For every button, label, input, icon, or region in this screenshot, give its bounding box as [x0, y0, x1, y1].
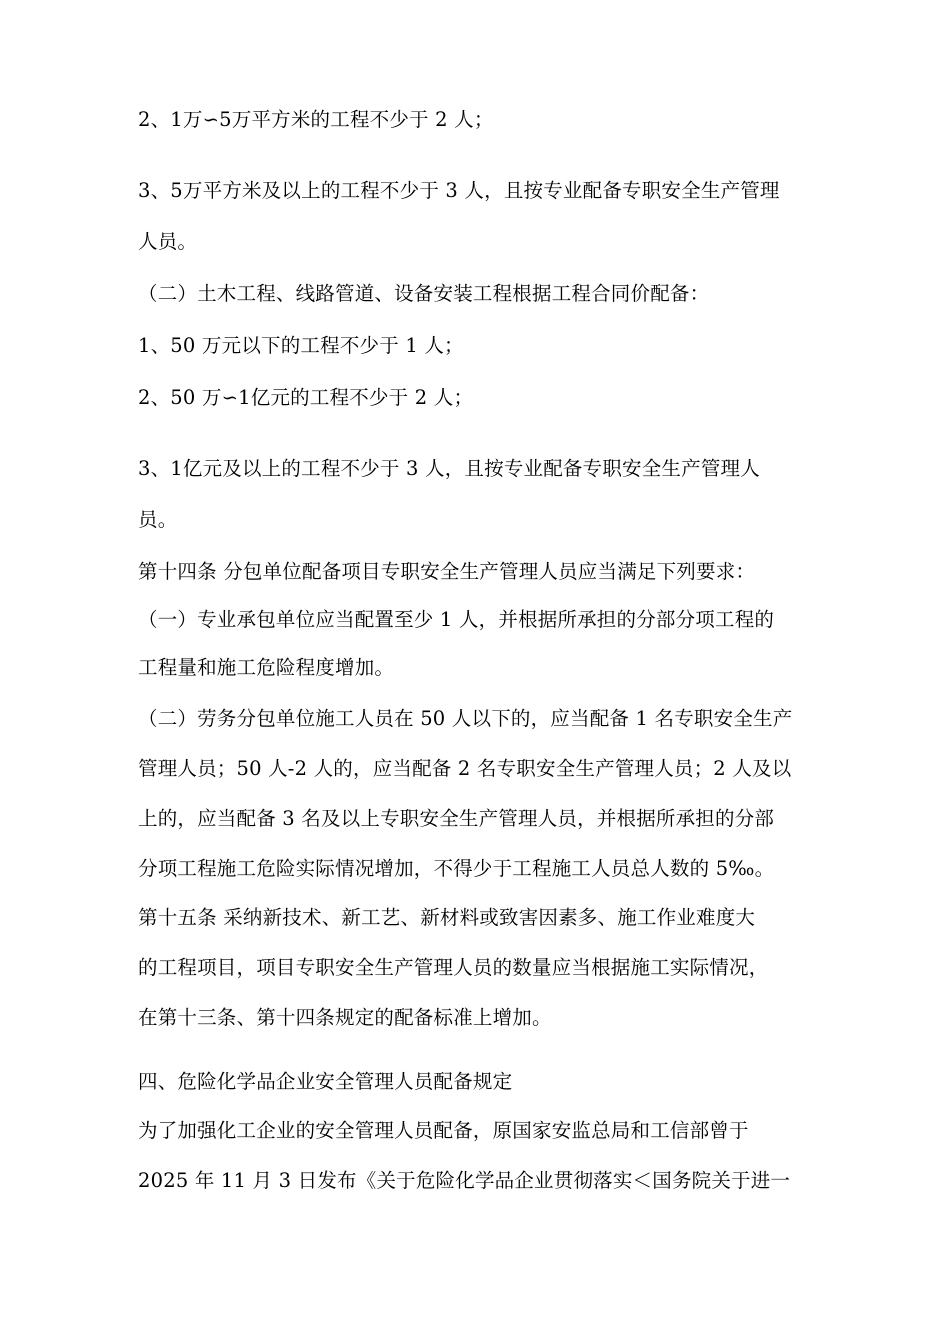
text-line: 人员。 [138, 230, 198, 253]
text-line: 员。 [138, 508, 178, 531]
section-heading: 四、危险化学品企业安全管理人员配备规定 [138, 1070, 513, 1093]
text-line: 第十五条 采纳新技术、新工艺、新材料或致害因素多、施工作业难度大 [138, 906, 756, 929]
text-line: 为了加强化工企业的安全管理人员配备，原国家安监总局和工信部曾于 [138, 1119, 749, 1142]
text-line: 上的，应当配备 3 名及以上专职安全生产管理人员，并根据所承担的分部 [138, 807, 775, 830]
text-line: （二）土木工程、线路管道、设备安装工程根据工程合同价配备： [138, 282, 710, 305]
text-line: 管理人员；50 人-2 人的，应当配备 2 名专职安全生产管理人员；2 人及以 [138, 757, 792, 780]
text-line: （一）专业承包单位应当配置至少 1 人，并根据所承担的分部分项工程的 [138, 608, 775, 631]
text-line: 分项工程施工危险实际情况增加，不得少于工程施工人员总人数的 5‰。 [138, 857, 775, 880]
text-line: 3、1亿元及以上的工程不少于 3 人，且按专业配备专职安全生产管理人 [138, 457, 760, 480]
text-line: （二）劳务分包单位施工人员在 50 人以下的，应当配备 1 名专职安全生产 [138, 707, 793, 730]
text-line: 在第十三条、第十四条规定的配备标准上增加。 [138, 1006, 552, 1029]
text-line: 3、5万平方米及以上的工程不少于 3 人，且按专业配备专职安全生产管理 [138, 179, 780, 202]
text-line: 的工程项目，项目专职安全生产管理人员的数量应当根据施工实际情况， [138, 956, 769, 979]
text-line: 2、1万∽5万平方米的工程不少于 2 人； [138, 108, 494, 131]
text-line: 2、50 万∽1亿元的工程不少于 2 人； [138, 386, 474, 409]
text-line: 第十四条 分包单位配备项目专职安全生产管理人员应当满足下列要求： [138, 560, 756, 583]
text-line: 1、50 万元以下的工程不少于 1 人； [138, 334, 464, 357]
text-line: 工程量和施工危险程度增加。 [138, 656, 395, 679]
text-line: 2025 年 11 月 3 日发布《关于危险化学品企业贯彻落实＜国务院关于进一 [138, 1169, 791, 1192]
